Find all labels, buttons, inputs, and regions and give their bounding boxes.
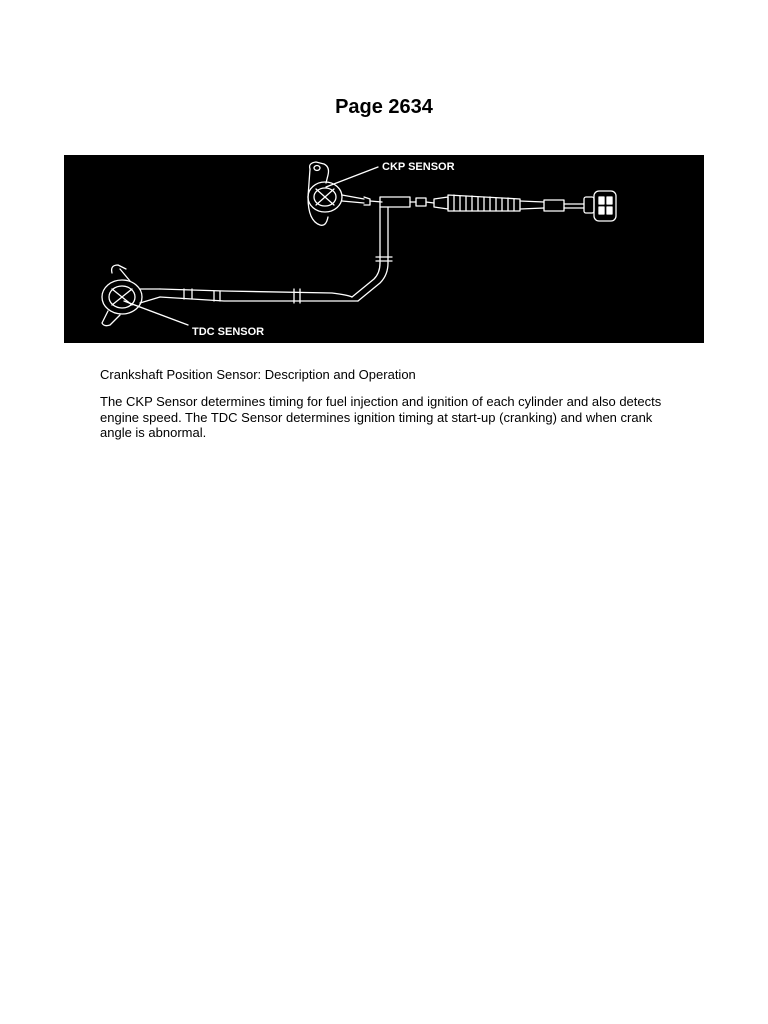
sensor-diagram-svg xyxy=(64,155,704,343)
sensor-diagram xyxy=(64,155,704,343)
ckp-sensor-label: CKP SENSOR xyxy=(382,161,455,173)
cable-sleeve xyxy=(434,195,584,211)
page-title: Page 2634 xyxy=(335,96,433,118)
ckp-leader-line xyxy=(326,167,378,187)
tdc-sensor-label: TDC SENSOR xyxy=(192,326,265,338)
section-body-text: The CKP Sensor determines timing for fuel injection and ignition of each cylinder and also detects engine speed. The TDC Sensor determines ignition timing at start-up (cranking) and when crank angle is abnormal. xyxy=(100,394,662,440)
tdc-sensor-drawing xyxy=(102,265,160,326)
ckp-sensor-drawing xyxy=(308,162,382,225)
horizontal-cable xyxy=(160,289,358,303)
vertical-cable xyxy=(352,207,392,301)
tdc-leader-line xyxy=(124,301,188,325)
junction-block xyxy=(380,197,434,207)
section-heading: Crankshaft Position Sensor: Description and Operation xyxy=(100,367,416,382)
connector-drawing xyxy=(584,191,616,221)
